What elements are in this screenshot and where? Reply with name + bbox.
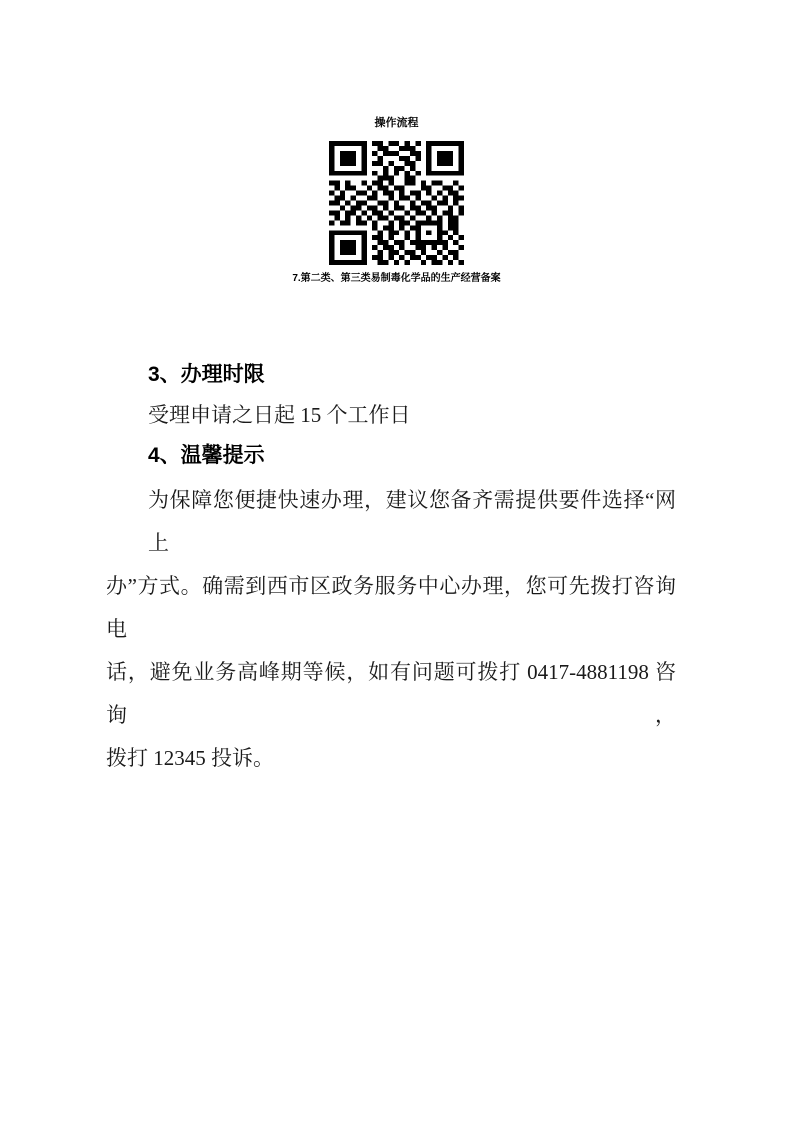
section-heading-processing-time: 3、办理时限: [148, 363, 265, 386]
section-heading-friendly-tips: 4、温馨提示: [148, 444, 265, 467]
qr-block: [0, 117, 793, 285]
qr-code-image: [329, 141, 464, 265]
qr-title: 操作流程: [374, 117, 419, 129]
document-body: [106, 360, 676, 780]
notice-line: 拨打 12345 投诉。: [106, 746, 274, 770]
notice-line: 办”方式。确需到西市区政务服务中心办理，您可先拨打咨询电: [106, 574, 676, 641]
notice-paragraph: [106, 479, 676, 780]
notice-line: 为保障您便捷快速办理，建议您备齐需提供要件选择“网上: [148, 488, 676, 555]
qr-caption: 7.第二类、第三类易制毒化学品的生产经营备案: [292, 273, 501, 284]
processing-time-text: 受理申请之日起 15 个工作日: [148, 403, 411, 427]
notice-line: 话，避免业务高峰期等候，如有问题可拨打 0417-4881198 咨询，: [106, 660, 676, 727]
